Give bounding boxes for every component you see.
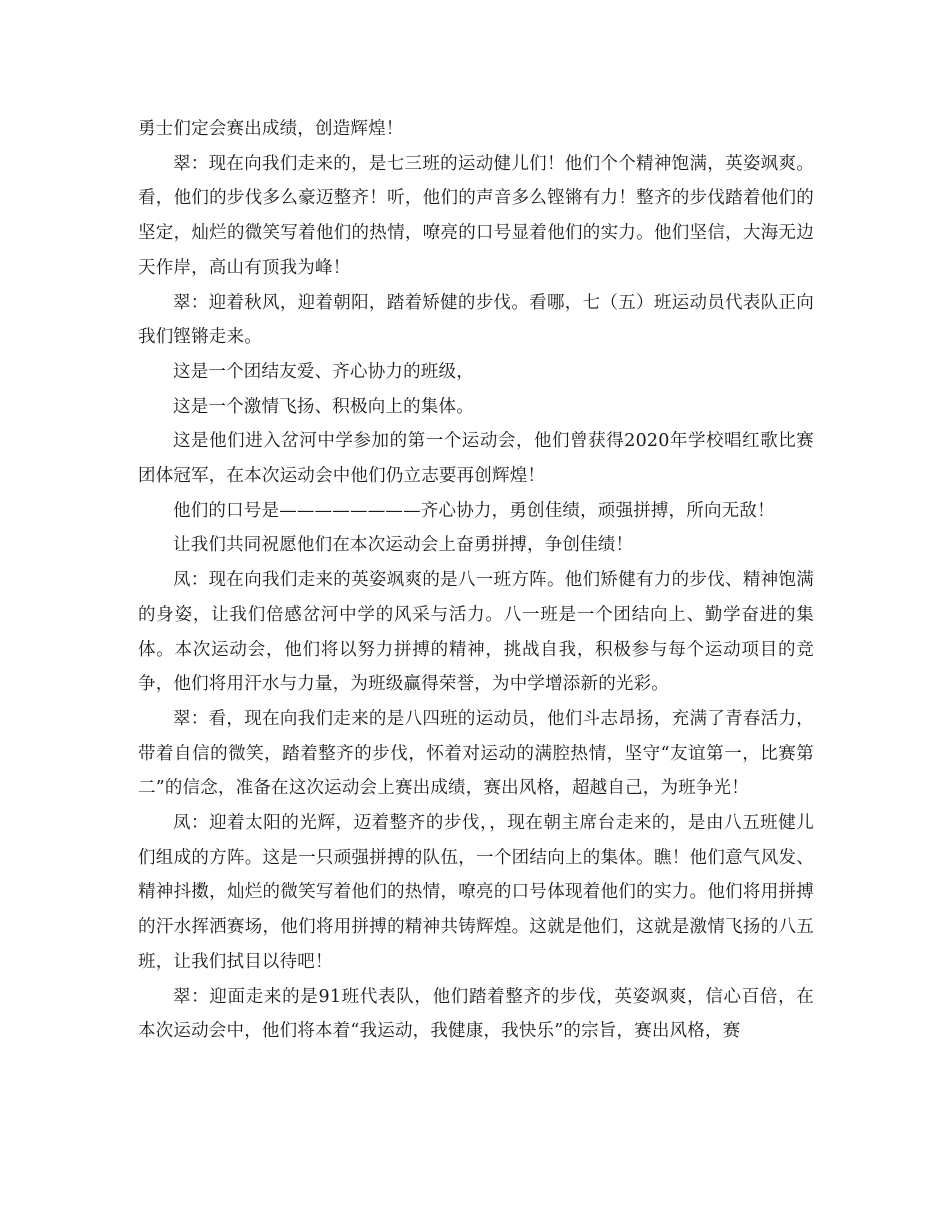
paragraph-1: 勇士们定会赛出成绩，创造辉煌！	[138, 119, 404, 139]
paragraph-10: 翠：看，现在向我们走来的是八四班的运动员，他们斗志昂扬，充满了青春活力，带着自信的微笑，踏着整齐的步伐，怀着对运动的满腔热情，坚守“友谊第一，比赛第二”的信念，准备在这次运动会上赛出成绩，赛出风格，超越自己，为班争光！	[138, 708, 814, 799]
paragraph-6: 这是他们进入岔河中学参加的第一个运动会，他们曾获得2020年学校唱红歌比赛团体冠军，在本次运动会中他们仍立志要再创辉煌！	[138, 431, 814, 487]
paragraph-5: 这是一个激情飞扬、积极向上的集体。	[173, 396, 474, 417]
paragraph-3: 翠：迎着秋风，迎着朝阳，踏着矫健的步伐。看哪，七（五）班运动员代表队正向我们铿锵走来。	[138, 292, 814, 348]
paragraph-9: 凤：现在向我们走来的英姿飒爽的是八一班方阵。他们矫健有力的步伐、精神饱满的身姿，让我们倍感岔河中学的风采与活力。八一班是一个团结向上、勤学奋进的集体。本次运动会，他们将以努力拼搏的精神，挑战自我，积极参与每个运动项目的竞争，他们将用汗水与力量，为班级赢得荣誉，为中学增添新的光彩。	[138, 570, 814, 695]
paragraph-4: 这是一个团结友爱、齐心协力的班级，	[173, 361, 474, 382]
paragraph-11: 凤：迎着太阳的光辉，迈着整齐的步伐，，现在朝主席台走来的，是由八五班健儿们组成的方阵。这是一只顽强拼搏的队伍，一个团结向上的集体。瞧！他们意气风发、精神抖擞，灿烂的微笑写着他们的热情，嘹亮的口号体现着他们的实力。他们将用拼搏的汗水挥洒赛场，他们将用拼搏的精神共铸辉煌。这就是他们，这就是激情飞扬的八五班，让我们拭目以待吧！	[138, 813, 814, 972]
paragraph-7: 他们的口号是————————齐心协力，勇创佳绩，顽强拼搏，所向无敌！	[173, 500, 775, 521]
paragraph-2: 翠：现在向我们走来的，是七三班的运动健儿们！他们个个精神饱满，英姿飒爽。看，他们的步伐多么豪迈整齐！听，他们的声音多么铿锵有力！整齐的步伐踏着他们的坚定，灿烂的微笑写着他们的热情，嘹亮的口号显着他们的实力。他们坚信，大海无边天作岸，高山有顶我为峰！	[138, 153, 814, 278]
document-body	[138, 112, 814, 1049]
paragraph-8: 让我们共同祝愿他们在本次运动会上奋勇拼搏，争创佳绩！	[173, 535, 634, 556]
paragraph-12: 翠：迎面走来的是91班代表队，他们踏着整齐的步伐，英姿飒爽，信心百倍，在本次运动会中，他们将本着“我运动，我健康，我快乐”的宗旨，赛出风格，赛	[138, 986, 814, 1042]
